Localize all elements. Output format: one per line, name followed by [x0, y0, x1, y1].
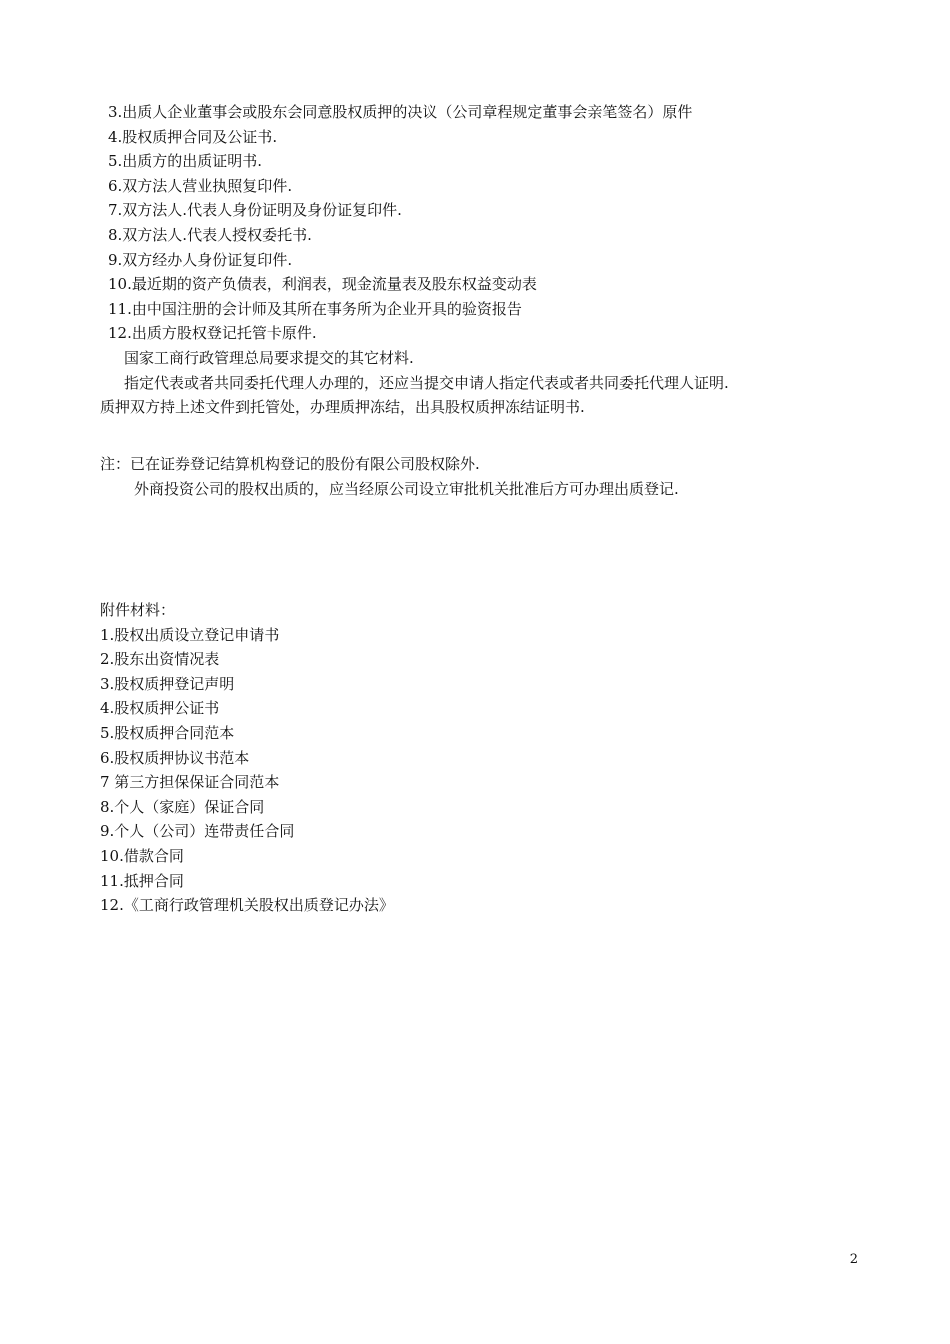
attachment-item: 10.借款合同: [100, 846, 184, 865]
attachment-item: 6.股权质押协议书范本: [100, 748, 250, 767]
attachment-item: 3.股权质押登记声明: [100, 674, 235, 693]
note-section: [100, 452, 860, 501]
requirement-item: 9.双方经办人身份证复印件.: [108, 250, 293, 269]
other-materials-line: 国家工商行政管理总局要求提交的其它材料.: [124, 348, 414, 367]
attachment-item: 2.股东出资情况表: [100, 650, 220, 669]
requirement-item: 7.双方法人.代表人身份证明及身份证复印件.: [108, 201, 402, 220]
requirement-item: 12.出质方股权登记托管卡原件.: [108, 324, 317, 343]
attachment-item: 12.《工商行政管理机关股权出质登记办法》: [100, 896, 394, 915]
attachments-heading: 附件材料：: [100, 601, 176, 619]
attachment-item: 7 第三方担保保证合同范本: [100, 773, 280, 792]
attachment-item: 9.个人（公司）连带责任合同: [100, 822, 295, 841]
requirement-item: 5.出质方的出质证明书.: [108, 152, 263, 171]
requirements-section: [100, 100, 860, 420]
requirement-item: 11.由中国注册的会计师及其所在事务所为企业开具的验资报告: [108, 299, 522, 318]
requirement-item: 4.股权质押合同及公证书.: [108, 127, 278, 146]
requirement-item: 8.双方法人.代表人授权委托书.: [108, 225, 312, 244]
requirement-item: 10.最近期的资产负债表，利润表，现金流量表及股东权益变动表: [108, 275, 537, 294]
agent-note-line: 指定代表或者共同委托代理人办理的，还应当提交申请人指定代表或者共同委托代理人证明.: [124, 373, 729, 392]
attachment-item: 4.股权质押公证书: [100, 699, 220, 718]
attachment-item: 11.抵押合同: [100, 871, 184, 890]
requirement-item: 6.双方法人营业执照复印件.: [108, 176, 293, 195]
note-line-2: 外商投资公司的股权出质的，应当经原公司设立审批机关批准后方可办理出质登记.: [134, 479, 679, 498]
attachment-item: 5.股权质押合同范本: [100, 723, 235, 742]
attachment-item: 1.股权出质设立登记申请书: [100, 625, 280, 644]
requirement-item: 3.出质人企业董事会或股东会同意股权质押的决议（公司章程规定董事会亲笔签名）原件: [108, 103, 693, 121]
note-line-1: 注：已在证券登记结算机构登记的股份有限公司股权除外.: [100, 455, 480, 473]
procedure-line: 质押双方持上述文件到托管处，办理质押冻结，出具股权质押冻结证明书.: [100, 398, 585, 417]
attachments-section: [100, 598, 860, 918]
attachment-item: 8.个人（家庭）保证合同: [100, 797, 265, 816]
page-number: 2: [849, 1252, 858, 1267]
